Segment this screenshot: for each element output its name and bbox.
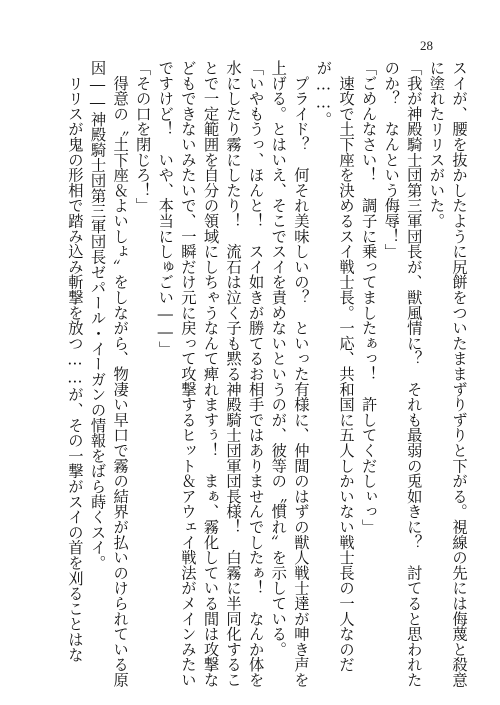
paragraph: 得意の〝土下座＆よいしょ〟をしながら、物凄い早口で霧の結界が払いのけられている原因――神殿騎士団第三軍団長ゼパール・イーガンの情報をばら蒔くスイ。	[88, 60, 130, 688]
paragraph: プライド？ 何それ美味しいの？ といった有様に、仲間のはずの獣人戦士達が呻き声を上げる。とはいえ、そこでスイを責めないというのが、彼等の〝慣れ〟を示している。	[269, 60, 310, 688]
paragraph: 「我が神殿騎士団第三軍団長が、獣風情に？ それも最弱の兎如きに？ 討てると思われたのか？ なんという侮辱！」	[382, 60, 423, 688]
paragraph: 速攻で土下座を決めるスイ戦士長。一応、共和国に五人しかいない戦士長の一人なのだが……。	[314, 60, 356, 672]
paragraph: 「ごめんなさい！ 調子に乗ってましたぁっ！ 許してくだしぃっ」	[359, 60, 378, 535]
page-number: 28	[420, 38, 433, 53]
paragraph: スイが、腰を抜かしたように尻餅をついたままずりずりと下がる。視線の先には侮蔑と殺意に塗れたリリスがいた。	[427, 60, 468, 688]
paragraph: 「その口を閉じろ！」	[133, 60, 152, 213]
paragraph: 「いやもうっ、ほんと！ スイ如きが勝てるお相手ではありませんでしたぁ！ なんか体を水にしたり霧にしたり！ 流石は泣く子も黙る神殿騎士団軍団長様！ 白霧に半同化することで一定範囲を自分の領域にしちゃうなんて痺れますぅ！ まぁ、霧化している間は攻撃などもできないみたいで、一瞬だけ元に戻って攻撃するヒット＆アウェイ戦法がメインみたいですけど！ いや、本当にしゅごい――」	[156, 60, 265, 688]
vertical-body-text	[30, 60, 470, 690]
paragraph: リリスが鬼の形相で踏み込み斬撃を放つ……が、その一撃がスイの首を刈ることはな	[65, 60, 84, 663]
